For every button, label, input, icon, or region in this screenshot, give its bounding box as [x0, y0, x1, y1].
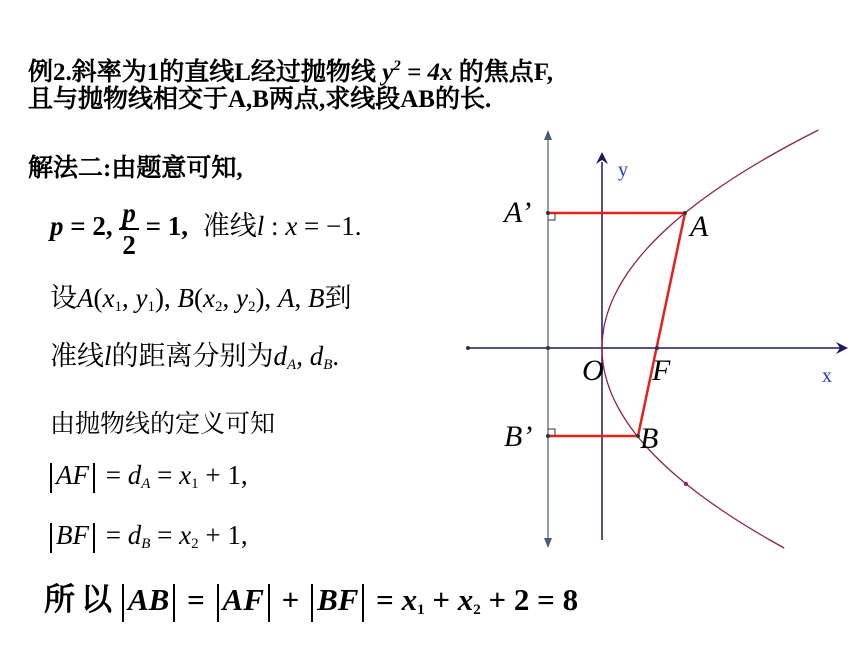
point-B-label: B	[640, 422, 659, 455]
parabola-curve	[602, 130, 818, 548]
step-5: AF = $d_A = x_1 + 1$,	[46, 460, 248, 493]
problem-line-2: 且与抛物线相交于A,B两点,求线段AB的长.	[28, 86, 492, 113]
focus-label: F	[652, 354, 671, 387]
directrix-up-arrow-icon	[544, 130, 552, 140]
step-4: 由抛物线的定义可知	[50, 411, 276, 438]
fraction-numerator: p	[119, 198, 139, 230]
step-1: p = 2, $\frac{p}{2}$ = 1, 准线l : x = −1.	[50, 198, 362, 260]
final-result: 所以 AB = AF + BF = $x_1 + x_2 + 2 = 8$	[44, 574, 578, 622]
y-axis-label: y	[618, 159, 628, 181]
directrix: 准线l : x = −1.	[202, 211, 362, 242]
point-A-label: A	[690, 210, 709, 243]
directrix-x-intercept	[546, 346, 550, 350]
x-axis-label: x	[822, 365, 832, 387]
step-3: 准线l的距离分别为$d_A$, $d_B$.	[50, 341, 340, 373]
fraction-denominator: 2	[122, 230, 136, 260]
point-B-prime	[546, 434, 550, 438]
parabola-equation: $y^2 = 4x$	[382, 58, 453, 86]
problem-text-suffix: 的焦点F,	[458, 59, 554, 86]
point-F	[655, 346, 659, 350]
parabola-point	[684, 482, 688, 486]
point-A-prime-label: A’	[504, 196, 532, 229]
solution-heading: 解法二:由题意可知,	[28, 155, 243, 182]
segment-A-B	[638, 213, 685, 436]
origin-label: O	[582, 354, 604, 387]
step-2: 设$A(x_1$, $y_1$), $B(x_2$, $y_2$), A, B到	[50, 283, 352, 315]
step-6: BF = $d_B = x_2 + 1$,	[46, 520, 248, 553]
x-axis-left-point	[466, 346, 470, 350]
point-B-prime-label: B’	[504, 420, 533, 453]
point-A	[683, 211, 687, 215]
point-A-prime	[546, 211, 550, 215]
directrix-down-arrow-icon	[544, 538, 552, 548]
p-value: p	[50, 211, 64, 242]
problem-text: 例2.斜率为1的直线L经过抛物线	[28, 59, 376, 86]
